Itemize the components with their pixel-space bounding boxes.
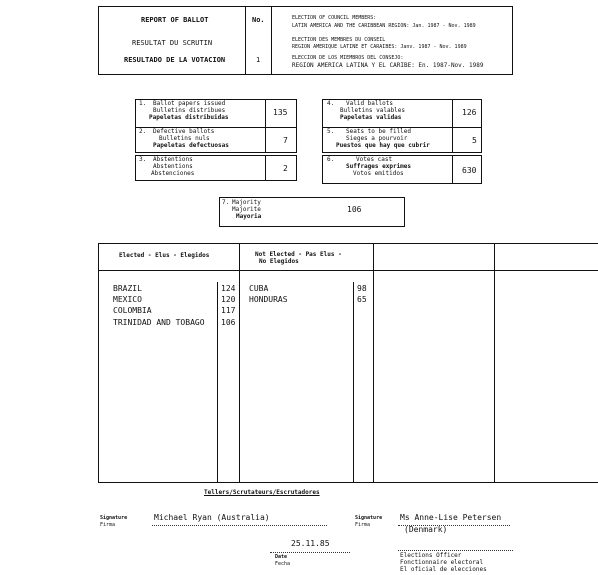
stat-label-en: Defective ballots bbox=[153, 128, 215, 135]
stat-label-es: Puestos que hay que cubrir bbox=[336, 142, 430, 149]
officer-label-en: Elections Officer bbox=[400, 552, 462, 559]
results-col-divider-3 bbox=[494, 243, 495, 483]
stat-label-es: Papeletas defectuosas bbox=[153, 142, 229, 149]
results-col-divider bbox=[239, 243, 240, 483]
sig-label-left-1: Signature bbox=[100, 515, 128, 521]
elected-votes: 124 bbox=[221, 284, 236, 293]
elected-name: TRINIDAD AND TOBAGO bbox=[113, 318, 205, 327]
stat-value: 135 bbox=[273, 108, 288, 117]
sig-label-left-2: Firma bbox=[100, 522, 116, 528]
stat-value: 126 bbox=[462, 108, 477, 117]
stat-label-fr: Bulletins valables bbox=[340, 107, 406, 114]
stat-num: 6. bbox=[327, 156, 335, 163]
stat-divider bbox=[265, 127, 266, 153]
stat-label-es: Papeletas validas bbox=[340, 114, 402, 121]
not-elected-header-2: No Elegidos bbox=[259, 258, 299, 265]
date-value: 25.11.85 bbox=[291, 539, 330, 548]
no-label: No. bbox=[252, 16, 265, 24]
stat-label-es: Mayoria bbox=[236, 213, 262, 220]
results-col-notelected-votes bbox=[353, 282, 354, 482]
title-es: RESULTADO DE LA VOTACION bbox=[124, 56, 226, 64]
elected-header: Elected - Elus - Elegidos bbox=[119, 252, 210, 259]
teller-right-name-1: Ms Anne-Lise Petersen bbox=[400, 513, 502, 522]
election-en-2: LATIN AMERICA AND THE CARIBBEAN REGION: Jan. 1987 - Nov. 1989 bbox=[292, 23, 476, 29]
election-es-2: REGION AMERICA LATINA Y EL CARIBE: En. 1987-Nov. 1989 bbox=[292, 62, 484, 69]
stat-label-es: Abstenciones bbox=[151, 170, 195, 177]
stat-value: 630 bbox=[462, 166, 477, 175]
teller-left-line bbox=[152, 525, 327, 526]
sig-label-right-2: Firma bbox=[355, 522, 371, 528]
stat-num: 1. bbox=[139, 100, 147, 107]
stat-num: 7. bbox=[222, 199, 230, 206]
election-fr-1: ELECTION DES MEMBRES DU CONSEIL bbox=[292, 37, 386, 43]
date-label-1: Date bbox=[275, 554, 288, 560]
results-left-border bbox=[98, 243, 99, 483]
sig-label-right-1: Signature bbox=[355, 515, 383, 521]
stat-value: 106 bbox=[347, 205, 362, 214]
title-fr: RESULTAT DU SCRUTIN bbox=[132, 39, 213, 47]
officer-label-es: El oficial de elecciones bbox=[400, 566, 487, 573]
tellers-label: Tellers/Scrutateurs/Escrutadores bbox=[204, 489, 320, 496]
results-header-line bbox=[98, 270, 598, 271]
results-col-divider-2 bbox=[373, 243, 374, 483]
stat-label-en: Votes cast bbox=[356, 156, 393, 163]
teller-left-name: Michael Ryan (Australia) bbox=[154, 513, 270, 522]
stat-value: 2 bbox=[283, 164, 288, 173]
no-value: 1 bbox=[256, 56, 261, 64]
stat-label-en: Seats to be filled bbox=[346, 128, 412, 135]
stat-label-fr: Majorite bbox=[232, 206, 261, 213]
stat-label-es: Papeletas distribuidas bbox=[149, 114, 229, 121]
stat-label-en: Abstentions bbox=[153, 156, 193, 163]
not-elected-name: CUBA bbox=[249, 284, 269, 293]
stat-divider bbox=[452, 155, 453, 184]
not-elected-votes: 98 bbox=[357, 284, 367, 293]
date-label-2: Fecha bbox=[275, 561, 291, 567]
header-divider-2 bbox=[271, 6, 272, 75]
elected-name: MEXICO bbox=[113, 295, 142, 304]
stat-label-es: Votos emitidos bbox=[353, 170, 404, 177]
officer-label-fr: Fonctionnaire electoral bbox=[400, 559, 484, 566]
stat-divider bbox=[452, 127, 453, 153]
elected-votes: 117 bbox=[221, 306, 236, 315]
election-es-1: ELECCION DE LOS MIEMBROS DEL CONSEJO: bbox=[292, 55, 404, 61]
elected-name: COLOMBIA bbox=[113, 306, 152, 315]
stat-num: 5. bbox=[327, 128, 335, 135]
not-elected-name: HONDURAS bbox=[249, 295, 288, 304]
results-col-elected-votes bbox=[217, 282, 218, 482]
date-line bbox=[270, 552, 350, 553]
elected-votes: 120 bbox=[221, 295, 236, 304]
stat-divider bbox=[265, 155, 266, 181]
stat-label-en: Valid ballots bbox=[346, 100, 393, 107]
election-en-1: ELECTION OF COUNCIL MEMBERS: bbox=[292, 15, 377, 21]
elected-name: BRAZIL bbox=[113, 284, 142, 293]
stat-label-fr: Bulletins nuls bbox=[159, 135, 210, 142]
stat-label-fr: Abstentions bbox=[153, 163, 193, 170]
not-elected-votes: 65 bbox=[357, 295, 367, 304]
stat-value: 5 bbox=[472, 136, 477, 145]
results-top-line bbox=[98, 243, 598, 244]
stat-label-fr: Suffrages exprimes bbox=[346, 163, 412, 170]
stat-label-fr: Bulletins distribues bbox=[153, 107, 226, 114]
not-elected-header-1: Not Elected - Pas Elus - bbox=[255, 251, 342, 258]
stat-num: 4. bbox=[327, 100, 335, 107]
title-en: REPORT OF BALLOT bbox=[141, 16, 209, 24]
stat-value: 7 bbox=[283, 136, 288, 145]
teller-right-name-2: (Denmark) bbox=[404, 525, 448, 534]
election-fr-2: REGION AMERIQUE LATINE ET CARAIBES: Janv. 1987 - Nov. 1989 bbox=[292, 44, 467, 50]
stat-label-en: Ballot papers issued bbox=[153, 100, 226, 107]
stat-label-fr: Sieges a pourvoir bbox=[346, 135, 408, 142]
stat-num: 2. bbox=[139, 128, 147, 135]
results-bottom-line bbox=[98, 482, 598, 483]
header-divider-1 bbox=[245, 6, 246, 75]
elected-votes: 106 bbox=[221, 318, 236, 327]
stat-num: 3. bbox=[139, 156, 147, 163]
officer-line bbox=[398, 550, 513, 551]
stat-label-en: Majority bbox=[232, 199, 261, 206]
stat-divider bbox=[265, 99, 266, 128]
stat-divider bbox=[452, 99, 453, 128]
